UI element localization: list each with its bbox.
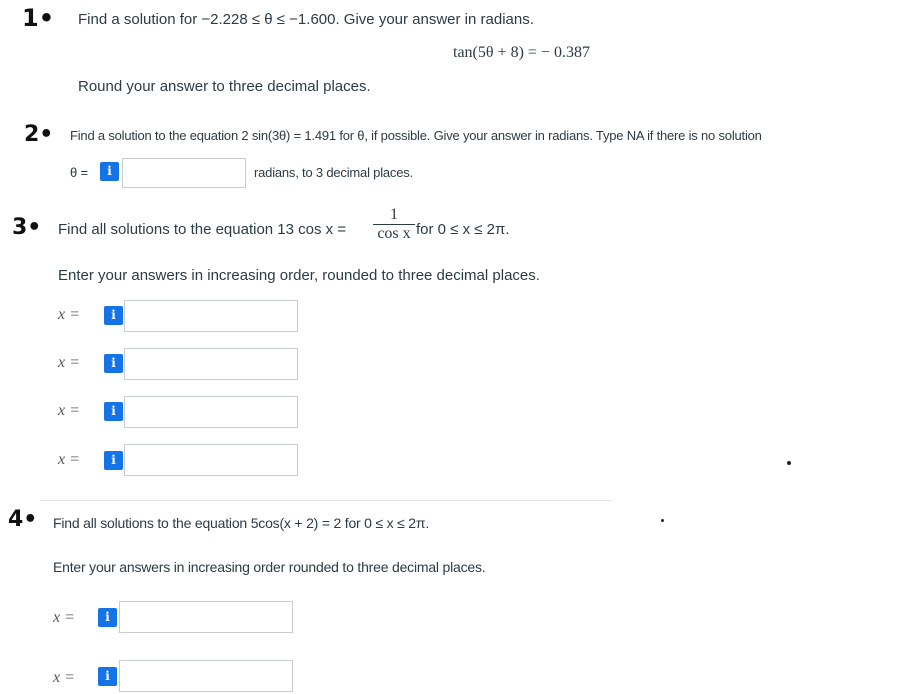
q2-units-note: radians, to 3 decimal places. [254,165,413,180]
q3-answer-2-label: x = [58,354,80,371]
q3-fraction [373,206,415,243]
q4-answer-2-label: x = [53,669,75,686]
q4-answer-2-info-button[interactable]: i [98,667,117,686]
q1-number-mark: 1• [22,4,55,32]
q3-answer-4-label: x = [58,451,80,468]
q3-answer-1-input[interactable] [124,300,298,332]
q1-rounding-note: Round your answer to three decimal places. [78,78,371,95]
q3-fraction-denominator: cos x [377,225,411,242]
q4-number-mark: 4• [8,507,38,532]
q2-theta-label: θ = [70,165,88,180]
q3-answer-3-label: x = [58,402,80,419]
q3-answer-1-label: x = [58,306,80,323]
q3-answer-3-info-button[interactable]: i [104,402,123,421]
q4-answer-1-input[interactable] [119,601,293,633]
q3-answer-2-input[interactable] [124,348,298,380]
q3-number-mark: 3• [12,215,42,240]
q2-answer-input[interactable] [122,158,246,188]
q3-answer-1-info-button[interactable]: i [104,306,123,325]
stray-dot [661,519,664,522]
stray-dot [787,461,791,465]
q2-info-button[interactable]: i [100,162,119,181]
q4-answer-2-input[interactable] [119,660,293,692]
q2-number-mark: 2• [24,122,54,147]
q3-answer-2-info-button[interactable]: i [104,354,123,373]
section-divider [40,500,612,501]
q3-answer-4-info-button[interactable]: i [104,451,123,470]
q1-prompt: Find a solution for −2.228 ≤ θ ≤ −1.600. Give your answer in radians. [78,11,534,28]
q4-instructions: Enter your answers in increasing order rounded to three decimal places. [53,559,486,575]
q4-answer-1-label: x = [53,609,75,626]
q3-fraction-numerator: 1 [373,206,415,225]
q3-prompt-after: for 0 ≤ x ≤ 2π. [416,221,510,238]
q4-answer-1-info-button[interactable]: i [98,608,117,627]
q2-prompt: Find a solution to the equation 2 sin(3θ) = 1.491 for θ, if possible. Give your answer in radians. Type NA if there is no solution [70,128,762,143]
q3-prompt-before: Find all solutions to the equation 13 cos x = [58,221,347,238]
q3-answer-3-input[interactable] [124,396,298,428]
q4-prompt: Find all solutions to the equation 5cos(x + 2) = 2 for 0 ≤ x ≤ 2π. [53,515,430,531]
q3-instructions: Enter your answers in increasing order, rounded to three decimal places. [58,267,540,284]
q3-answer-4-input[interactable] [124,444,298,476]
q1-equation: tan(5θ + 8) = − 0.387 [453,44,590,61]
